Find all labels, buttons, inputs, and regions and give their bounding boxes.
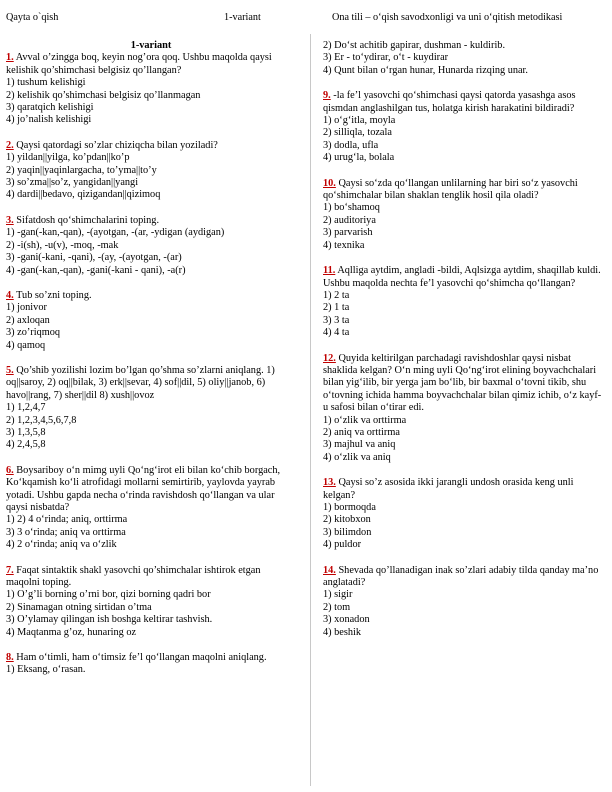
answer-option: 4) Maqtanma g’oz, hunaring oz — [6, 626, 137, 638]
answer-option: 4) beshik — [323, 626, 362, 638]
header-subject-text: Ona tili – o‘qish savodxonligi va uni o‘qitish metodikasi — [332, 12, 563, 23]
question-number: 7. — [6, 564, 14, 576]
question-prompt: Aqlliga aytdim, angladi -bildi, Aqlsizga aytdim, shaqillab kuldi. Ushbu maqolda nechta fe’l yasovchi qo‘shimcha qo‘llangan? — [323, 265, 601, 289]
question-number: 13. — [323, 477, 336, 489]
answer-option: 4) -gan(-kan,-qan), -gani(-kani - qani), -a(r) — [6, 264, 186, 276]
answer-option: 2) axloqan — [6, 314, 50, 326]
question-block — [323, 477, 606, 551]
right-column — [323, 40, 606, 652]
answer-option: 3) bilimdon — [323, 526, 372, 538]
left-column — [6, 40, 296, 690]
answer-option: 1) tushum kelishigi — [6, 77, 86, 89]
answer-option: 3) 3 ta — [323, 314, 350, 326]
question-number: 2. — [6, 139, 14, 151]
answer-option: 4) dardi||bedavo, qizigandan||qizimoq — [6, 189, 161, 201]
question-block — [6, 52, 296, 126]
answer-option: 1) bo‘shamoq — [323, 202, 380, 214]
question-text — [323, 265, 606, 290]
question-number: 5. — [6, 364, 14, 376]
column-divider — [310, 34, 311, 786]
question-text — [6, 652, 296, 664]
answer-option: 2) aniq va orttirma — [323, 426, 400, 438]
answer-option: 3) 3 o‘rinda; aniq va orttirma — [6, 526, 126, 538]
question-prompt: Shevada qo’llanadigan inak so’zlari adabiy tilda qanday ma’no anglatadi? — [323, 564, 599, 589]
question-block — [323, 90, 606, 164]
answer-option: 2) 1 ta — [323, 302, 350, 314]
question-text — [6, 52, 296, 77]
question-block — [6, 215, 296, 277]
question-number: 11. — [323, 265, 336, 277]
question-prompt: Faqat sintaktik shakl yasovchi qo’shimchalar ishtirok etgan maqolni toping. — [6, 564, 261, 589]
question-block — [323, 265, 606, 339]
answer-option: 4) jo’nalish kelishigi — [6, 114, 92, 126]
answer-option: 1) bormoqda — [323, 502, 376, 513]
answer-option: 2) auditoriya — [323, 214, 376, 226]
question-block — [6, 290, 296, 352]
header-variant-text: 1-variant — [224, 12, 261, 23]
question-block — [323, 178, 606, 252]
question-text — [323, 477, 606, 502]
question-prompt: Sifatdosh qo‘shimchalarini toping. — [13, 214, 160, 226]
answer-option: 2) Sinamagan otning sirtidan o’tma — [6, 601, 152, 613]
answer-option: 4) 4 ta — [323, 327, 350, 339]
answer-option: 4) Qunt bilan o‘rgan hunar, Hunarda rizqing unar. — [323, 64, 528, 76]
question-text — [6, 140, 296, 152]
question-number: 4. — [6, 289, 14, 301]
answer-option: 1) O’g’li borning o’rni bor, qizi borning qadri bor — [6, 589, 211, 601]
question-prompt: Qaysi so’z asosida ikki jarangli undosh orasida keng unli kelgan? — [323, 477, 574, 501]
question-number: 10. — [323, 177, 336, 189]
answer-option: 3) 1,3,5,8 — [6, 426, 46, 438]
answer-option: 3) majhul va aniq — [323, 439, 396, 451]
question-text — [6, 215, 296, 227]
question-block — [6, 465, 296, 552]
answer-option: 3) zo’riqmoq — [6, 327, 61, 339]
answer-option: 1) o‘zlik va orttirma — [323, 414, 407, 426]
question-text — [323, 353, 606, 415]
answer-option: 3) dodla, ufla — [323, 139, 379, 151]
question-8-continuation — [323, 40, 606, 77]
answer-option: 4) urug‘la, bolala — [323, 152, 395, 164]
question-block — [6, 365, 296, 452]
question-text — [6, 365, 296, 402]
question-number: 3. — [6, 214, 14, 226]
answer-option: 1) 1,2,4,7 — [6, 402, 46, 414]
answer-option: 2) kitobxon — [323, 514, 371, 526]
answer-option: 3) qaratqich kelishigi — [6, 102, 94, 114]
question-number: 9. — [323, 90, 331, 102]
answer-option: 1) o‘g‘itla, moyla — [323, 115, 396, 127]
answer-option: 3) so’zma||so’z, yangidan||yangi — [6, 177, 139, 189]
right-question-list — [323, 90, 606, 639]
question-prompt: Avval o’zingga boq, keyin nog’ora qoq. Ushbu maqolda qaysi kelishik qo’shimchasi belgisiz qo’llangan? — [6, 52, 272, 76]
answer-option: 3) parvarish — [323, 227, 373, 239]
answer-option: 3) Er - to‘ydirar, o‘t - kuydirar — [323, 52, 449, 64]
header-left-text: Qayta o`qish — [6, 12, 59, 23]
question-number: 1. — [6, 52, 14, 64]
answer-option: 1) Eksang, o‘rasan. — [6, 664, 86, 676]
answer-option: 1) 2) 4 o‘rinda; aniq, orttirma — [6, 514, 128, 526]
question-prompt: Ham o‘timli, ham o‘timsiz fe’l qo‘llangan maqolni aniqlang. — [13, 652, 267, 664]
answer-option: 3) -gani(-kani, -qani), -(ay, -(ayotgan, -(ar) — [6, 252, 182, 264]
question-prompt: Boysariboy o‘n mimg uyli Qo‘ng‘irot eli bilan ko‘chib borgach, Ko‘kqamish ko‘li atrofidagi mollarni semirtirib, yaylovda yayrab yotadi. Ushbu gapda necha o‘rinda ravishdosh qo‘llangan va ular qaysi nisbatda? — [6, 464, 281, 513]
answer-option: 1) 2 ta — [323, 289, 350, 301]
answer-option: 4) qamoq — [6, 339, 46, 351]
answer-option: 4) puldor — [323, 539, 362, 551]
answer-option: 4) o‘zlik va aniq — [323, 451, 391, 463]
question-text — [323, 178, 606, 203]
question-text — [6, 290, 296, 302]
variant-title: 1-variant — [130, 40, 172, 51]
answer-option: 4) texnika — [323, 239, 365, 251]
question-number: 14. — [323, 564, 336, 576]
question-block — [6, 652, 296, 677]
question-text — [323, 565, 606, 590]
question-block — [6, 565, 296, 639]
answer-option: 1) -gan(-kan,-qan), -(ayotgan, -(ar, -ydigan (aydigan) — [6, 227, 225, 239]
question-prompt: Qo’shib yozilishi lozim bo’lgan qo’shma so’zlarni aniqlang. 1) oq||saroy, 2) oq||bilak, 3) erk||sevar, 4) sof||dil, 5) oliy||janob, 6) havo||rang, 7) sher||dil 8) xush||ovoz — [6, 364, 275, 401]
question-prompt: Tub so’zni toping. — [13, 289, 92, 301]
question-prompt: -la fe’l yasovchi qo‘shimchasi qaysi qatorda yasashga asos qismdan anglashilgan tus, holatga kirish harakatini bildiradi? — [323, 90, 576, 114]
question-number: 12. — [323, 352, 336, 364]
left-question-list — [6, 52, 296, 676]
question-block — [6, 140, 296, 202]
answer-option: 2) yaqin||yaqinlargacha, to’yma||to’y — [6, 164, 157, 176]
answer-option: 3) xonadon — [323, 614, 370, 626]
answer-option: 3) O’ylamay qilingan ish boshga keltirar tashvish. — [6, 614, 213, 626]
answer-option: 4) 2 o‘rinda; aniq va o‘zlik — [6, 539, 117, 551]
question-block — [323, 353, 606, 465]
answer-option: 2) silliqla, tozala — [323, 127, 392, 139]
question-text — [323, 90, 606, 115]
answer-option: 2) 1,2,3,4,5,6,7,8 — [6, 414, 77, 426]
question-text — [6, 465, 296, 515]
page-header — [0, 12, 612, 26]
answer-option: 4) 2,4,5,8 — [6, 439, 46, 451]
question-number: 8. — [6, 652, 14, 664]
question-prompt: Qaysi qatordagi so’zlar chiziqcha bilan yoziladi? — [13, 139, 218, 151]
question-prompt: Quyida keltirilgan parchadagi ravishdoshlar qaysi nisbat shaklida kelgan? O‘n ming uyli Qo‘ng‘irot elining boyvachchalari bilan yig‘ilib, bir yerga jam bo‘lib, bir baxmal o‘tovni tikib, shu o‘tovning ichida hamma boyvachchalar bilan qimiz ichib, o‘z kayf-u safosi bilan o‘tirar edi. — [323, 352, 602, 414]
question-number: 6. — [6, 464, 14, 476]
answer-option: 1) sigir — [323, 589, 353, 601]
question-block — [323, 565, 606, 639]
answer-option: 1) yildan||yilga, ko’pdan||ko’p — [6, 152, 130, 164]
question-prompt: Qaysi so‘zda qo‘llangan unlilarning har biri so‘z yasovchi qo‘shimchalar bilan shaklan tenglik hosil qila oladi? — [323, 177, 578, 202]
answer-option: 2) Do‘st achitib gapirar, dushman - kuldirib. — [323, 40, 506, 51]
answer-option: 1) jonivor — [6, 302, 47, 314]
answer-option: 2) tom — [323, 601, 351, 613]
question-text — [6, 565, 296, 590]
answer-option: 2) kelishik qo’shimchasi belgisiz qo’llanmagan — [6, 89, 201, 101]
answer-option: 2) -i(sh), -u(v), -moq, -mak — [6, 239, 119, 251]
